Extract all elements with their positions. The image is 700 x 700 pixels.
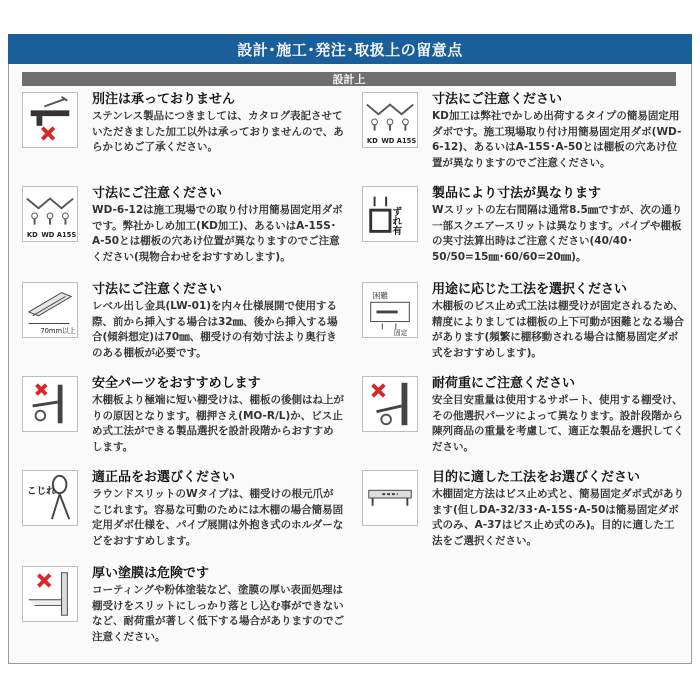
- notice-title: 目的に適した工法をお選びください: [432, 470, 641, 485]
- notice-body: 安全目安重量は使用するサポート、使用する棚受け、その他選択パーツによって異なります。設計段階から陳列商品の重量を考慮して、適正な製品を選択してください。: [432, 394, 684, 453]
- section-subheader: 設計上: [22, 72, 676, 86]
- offset-label: ずれ有: [390, 206, 402, 236]
- difficult-label: 困難: [372, 291, 389, 301]
- notice-title: 安全パーツをおすすめします: [92, 376, 261, 391]
- dowel-types-icon: [22, 186, 78, 242]
- dowel-label-a15s: A15S: [56, 231, 77, 240]
- notice-construction-method: [362, 282, 682, 368]
- notice-title: 用途に応じた工法を選択ください: [432, 282, 628, 297]
- notice-thick-coating: [22, 566, 342, 652]
- notice-proper-product: [22, 470, 342, 556]
- notice-title: 寸法にご注意ください: [92, 282, 223, 297]
- notice-title: 適正品をお選びください: [92, 470, 236, 485]
- notice-title: 寸法にご注意ください: [92, 186, 223, 201]
- notice-body: ステンレス製品につきましては、カタログ表記させていただきました加工以外は承っておりませんので、あらかじめご了承ください。: [92, 110, 344, 153]
- load-capacity-icon: [362, 376, 418, 432]
- notice-body: 木棚板のビス止め式工法は棚受けが固定されるため、精度によりましては棚板の上下可動が困難となる場合があります(頻繁に棚移動される場合は簡易固定ダボ式をおすすめします)。: [432, 300, 684, 359]
- notice-body: 木棚固定方法はビス止め式と、簡易固定ダボ式があります(但しDA-32/33･A-15S･A-50は簡易固定ダボ式のみ、A-37はビス止め式のみ)。目的に適した工法をご選択ください。: [432, 488, 684, 547]
- level-bracket-icon: [22, 282, 78, 338]
- page-title: 設計･施工･発注･取扱上の留意点: [8, 34, 692, 64]
- fixed-construction-icon: [362, 282, 418, 338]
- fixed-label: 固定: [393, 329, 408, 337]
- dowel-label-kd: KD: [366, 137, 378, 146]
- notice-title: 寸法にご注意ください: [432, 92, 563, 107]
- notice-body: コーティングや粉体塗装など、塗膜の厚い表面処理は棚受けをスリットにしっかり落とし込む事ができないなど、耐荷重が著しく低下する場合がありますのでご注意ください。: [92, 584, 344, 643]
- notice-body: 木棚板より極端に短い棚受けは、棚板の後側はね上がりの原因となります。棚押さえ(MO-R/L)か、ビス止め式工法ができる製品選択を設計段階からおすすめします。: [92, 394, 344, 453]
- notice-body: Wスリットの左右間隔は通常8.5㎜ですが、次の通り一部スクエアースリットは異なります。パイプや棚板の実寸法算出時はご注意ください(40/40･50/50=15㎜･60/60=20㎜)。: [432, 204, 683, 263]
- size-difference-icon: [362, 186, 418, 242]
- dowel-label-wd: WD: [41, 231, 55, 240]
- notice-title: 耐荷重にご注意ください: [432, 376, 576, 391]
- notice-load-capacity: [362, 376, 682, 462]
- dowel-label-a15s: A15S: [396, 137, 417, 146]
- notice-dimensions-lw01: [22, 282, 342, 368]
- dowel-label-wd: WD: [381, 137, 395, 146]
- twist-label: こじれ: [26, 486, 56, 498]
- notice-body: レベル出し金具(LW-01)を内々仕様展開で使用する際、前から挿入する場合は32㎜、後から挿入する場合(傾斜想定)は70㎜、棚受けの有効寸法より奥行きのある棚板が必要です。: [92, 300, 338, 359]
- notice-body: WD-6-12は施工現場での取り付け用簡易固定用ダボです。弊社かしめ加工(KD加工)、あるいはA-15S･A-50とは棚板の穴あけ位置が異なりますのでご注意ください(現物合わせをおすすめします)。: [92, 204, 343, 263]
- panel-bottom-border: [8, 663, 692, 664]
- notice-fixing-method: [362, 470, 682, 556]
- notice-body: KD加工は弊社でかしめ出荷するタイプの簡易固定用ダボです。施工現場取り付け用簡易固定用ダボ(WD-6-12)、あるいはA-15S･A-50とは棚板の穴あけ位置が異なりますのでご注意ください。: [432, 110, 682, 169]
- safety-parts-icon: [22, 376, 78, 432]
- notice-title: 別注は承っておりません: [92, 92, 236, 107]
- notice-dimensions-kd: [362, 92, 682, 178]
- dowel-types-icon: [362, 92, 418, 148]
- notice-title: 厚い塗膜は危険です: [92, 566, 210, 581]
- fixing-method-icon: [362, 470, 418, 526]
- notice-no-custom-order: [22, 92, 342, 178]
- round-slit-icon: [22, 470, 78, 526]
- notice-safety-parts: [22, 376, 342, 462]
- dowel-label-kd: KD: [26, 231, 38, 240]
- notice-dimensions-wd: [22, 186, 342, 272]
- notice-body: ラウンドスリットのWタイプは、棚受けの根元爪がこじれます。容易な可動のためには木棚の場合簡易固定用ダボ仕様を、パイプ展開は外抱き式のホルダーなどをおすすめします。: [92, 488, 344, 547]
- bracket-label: 70mm以上: [40, 327, 76, 336]
- notice-size-difference: [362, 186, 682, 272]
- no-custom-order-icon: [22, 92, 78, 148]
- thick-coating-icon: [22, 566, 78, 622]
- notice-title: 製品により寸法が異なります: [432, 186, 602, 201]
